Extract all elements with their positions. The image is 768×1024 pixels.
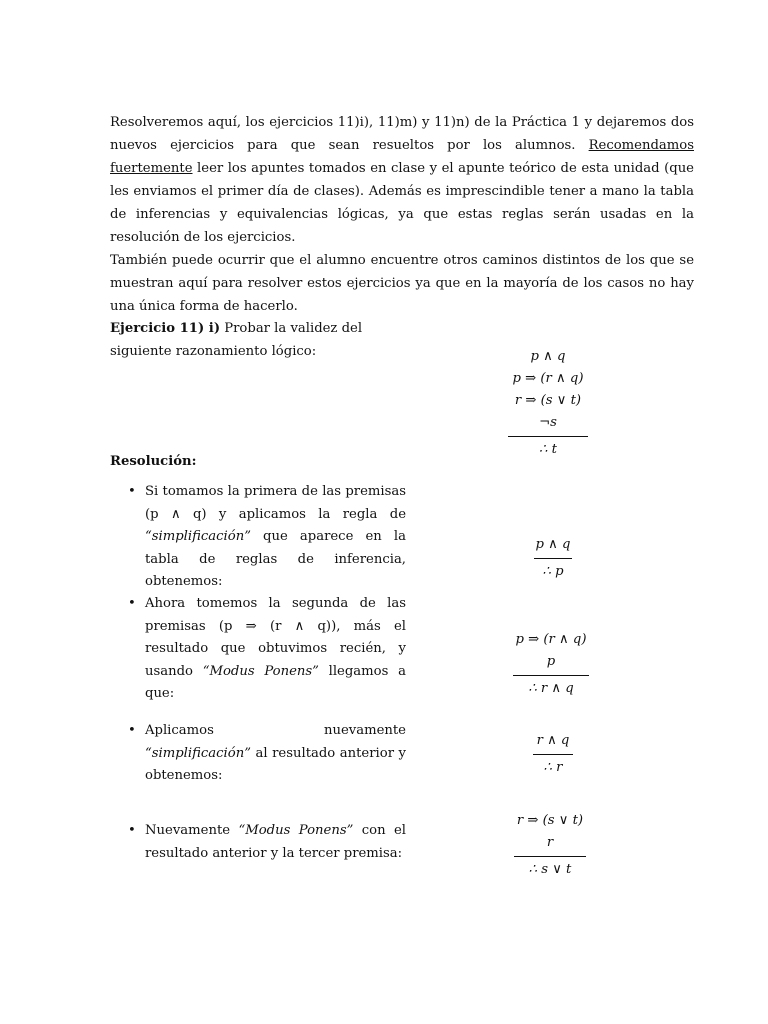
step-text-part: Ahora tomemos la segunda de las premisas (p ⇒ (r ∧ q)), más el resultado que obtuvimos recién, y usando [145,596,406,679]
step-text-part: Aplicamos nuevamente [145,723,406,738]
bullet-icon: • [128,596,136,611]
bullet-icon: • [128,484,136,499]
step-text-part: Si tomamos la primera de las premisas (p ∧ q) y aplicamos la regla de [145,484,406,522]
step-2 [128,593,406,706]
intro-text: leer los apuntes tomados en clase y el apunte teórico de esta unidad (que les enviamos el primer día de clases). Además es imprescindible tener a mano la tabla de inferencias y equivalencias lógicas, ya que estas reglas serán usadas en la resolución de los ejercicios. [110,161,694,245]
premise: p ∧ q [530,349,566,364]
conclusion: ∴ t [539,442,557,457]
premise: p ⇒ (r ∧ q) [512,371,584,386]
step-4-derivation [514,810,586,881]
intro-paragraph-2: También puede ocurrir que el alumno encuentre otros caminos distintos de los que se muestran aquí para resolver estos ejercicios ya que en la mayoría de los casos no hay una única forma de hacerlo. [110,253,694,314]
step-1 [128,481,406,594]
step-text [145,720,406,788]
premise: ¬s [539,415,557,430]
step-rule-name: “simplificación” [145,529,251,544]
exercise-derivation [508,346,588,461]
conclusion: ∴ r ∧ q [528,681,574,696]
bullet-icon: • [128,723,136,738]
premise: p ∧ q [535,537,571,552]
step-3 [128,720,406,788]
step-rule-name: “Modus Ponens” [202,663,319,679]
inference-line [533,754,573,755]
step-rule-name: “simplificación” [145,745,251,761]
step-2-derivation [513,629,589,700]
step-text-part: al resultado anterior y obtenemos: [145,745,406,783]
inference-line [508,436,588,437]
intro-paragraph-1 [110,111,694,249]
conclusion: ∴ p [542,564,564,579]
intro-text: Resolveremos aquí, los ejercicios 11)i), 11)m) y 11)n) de la Práctica 1 y dejaremos dos nuevos ejercicios para que sean resueltos por los alumnos. [110,115,694,153]
premise: r ⇒ (s ∨ t) [516,813,584,828]
step-text [145,481,406,594]
inference-line [514,856,586,857]
exercise-title: Ejercicio 11) i) [110,321,221,336]
conclusion: ∴ s ∨ t [528,862,572,877]
step-4 [128,820,406,865]
intro-emphasis: Recomendamos fuertemente [110,138,694,176]
exercise-statement [110,317,410,363]
step-text-part: con el resultado anterior y la tercer premisa: [145,823,406,861]
inference-line [534,558,572,559]
step-1-derivation [534,534,572,583]
step-text [145,820,406,865]
premise: p ⇒ (r ∧ q) [515,632,587,647]
step-text-part: Nuevamente [145,823,239,838]
premise: r ∧ q [536,733,570,748]
exercise-text: Probar la validez del siguiente razonamiento lógico: [110,321,363,359]
premise: r [546,835,554,850]
premise: r ⇒ (s ∨ t) [514,393,582,408]
conclusion: ∴ r [543,760,563,775]
inference-line [513,675,589,676]
step-rule-name: “Modus Ponens” [238,823,354,838]
premise: p [546,654,556,669]
resolution-title: Resolución: [110,454,197,469]
intro-section [110,111,694,318]
step-text-part: que aparece en la tabla de reglas de inferencia, obtenemos: [145,529,406,589]
bullet-icon: • [128,823,136,838]
step-3-derivation [533,730,573,779]
step-text-part: llegamos a que: [145,663,406,701]
step-text [145,593,406,706]
